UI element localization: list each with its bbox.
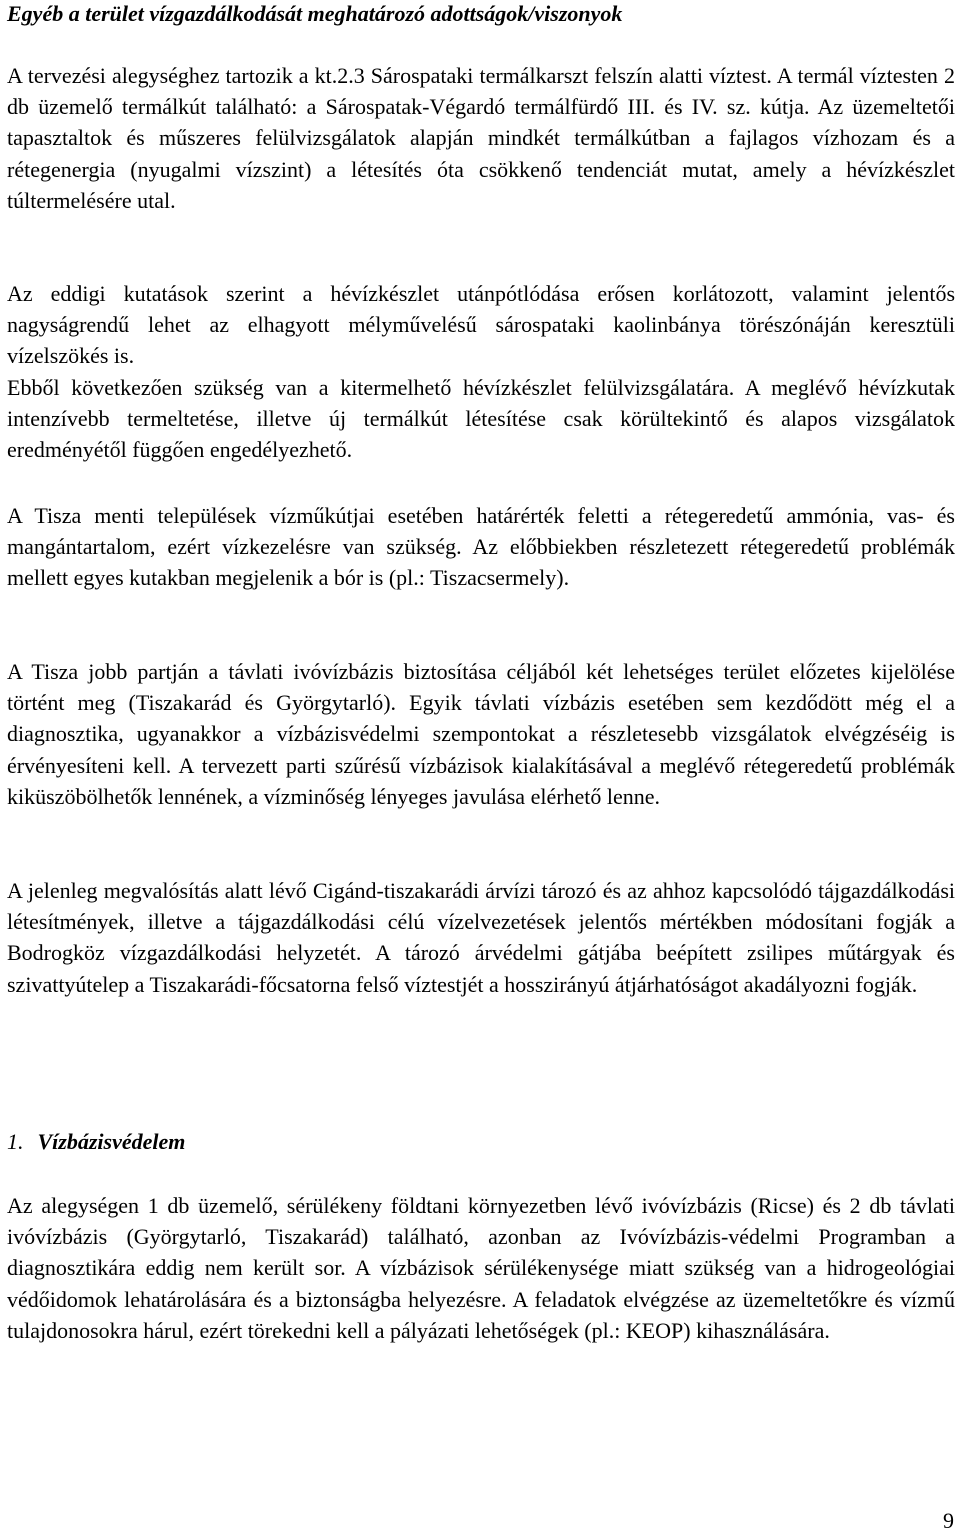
paragraph-tisza-right-bank: A Tisza jobb partján a távlati ivóvízbázis biztosítása céljából két lehetséges terület előzetes kijelölése történt meg (Tiszakarád és Györgytarló). Egyik távlati vízbázis esetében sem kezdődött még el a diagnosztika, ugyanakkor a vízbázisvédelmi szempontokat a részletesebb vizsgálatok elvégzéséig is érvényesíteni kell. A tervezett parti szűrésű vízbázisok kialakításával a meglévő rétegeredetű problémák kiküszöbölhetők lennének, a vízminőség lényeges javulása elérhető lenne. bbox=[7, 659, 955, 809]
paragraph-research: Az eddigi kutatások szerint a hévízkészlet utánpótlódása erősen korlátozott, valamint jelentős nagyságrendű lehet az elhagyott mélyművelésű sárospataki kaolinbánya törészónáján keresztüli vízelszökés is. bbox=[7, 281, 955, 369]
paragraph-water-protection: Az alegységen 1 db üzemelő, sérülékeny földtani környezetben lévő ivóvízbázis (Ricse) és 2 db távlati ivóvízbázis (Györgytarló, Tiszakarád) található, azonban az Ivóvízbázis-védelmi Programban a diagnosztikára eddig nem került sor. A vízbázisok sérülékenysége miatt szükség van a hidrogeológiai védőidomok lehatárolására és a biztonságba helyezésre. A feladatok elvégzése az üzemeltetőkre és vízmű tulajdonosokra hárul, ezért törekedni kell a pályázati lehetőségek (pl.: KEOP) kihasználására. bbox=[7, 1193, 955, 1343]
paragraph-thermal-karst: A tervezési alegységhez tartozik a kt.2.3 Sárospataki termálkarszt felszín alatti víztest. A termál víztesten 2 db üzemelő termálkút található: a Sárospatak-Végardó termálfürdő III. és IV. sz. kútja. Az üzemeltetői tapasztaltok és műszeres felülvizsgálatok alapján mindkét termálkútban a fajlagos vízhozam és a rétegenergia (nyugalmi vízszint) a létesítés óta csökkenő tendenciát mutat, amely a hévízkészlet túltermelésére utal. bbox=[7, 63, 955, 213]
paragraph-consequence: Ebből következően szükség van a kitermelhető hévízkészlet felülvizsgálatára. A meglévő hévízkutak intenzívebb termeltetése, illetve új termálkút létesítése csak körültekintő és alapos vizsgálatok eredményétől függően engedélyezhető. bbox=[7, 375, 955, 463]
paragraph-tisza-waterworks: A Tisza menti települések vízműkútjai esetében határérték feletti a rétegeredetű ammónia, vas- és mangántartalom, ezért vízkezelésre van szükség. Az előbbiekben részletezett rétegeredetű problémák mellett egyes kutakban megjelenik a bór is (pl.: Tiszacsermely). bbox=[7, 503, 955, 591]
section-number: 1. bbox=[7, 1129, 24, 1154]
section-heading bbox=[7, 1128, 185, 1156]
paragraph-cigand-reservoir: A jelenleg megvalósítás alatt lévő Cigánd-tiszakarádi árvízi tározó és az ahhoz kapcsolódó tájgazdálkodási létesítmények, illetve a tájgazdálkodási célú vízelvezetések jelentős mértékben módosítani fogják a Bodrogköz vízgazdálkodási helyzetét. A tározó árvédelmi gátjába beépített zsilipes műtárgyak és szivattyútelep a Tiszakarádi-főcsatorna felső víztestjét a hosszirányú átjárhatóságot akadályozni fogják. bbox=[7, 878, 955, 997]
document-heading: Egyéb a terület vízgazdálkodását meghatározó adottságok/viszonyok bbox=[7, 1, 623, 26]
section-title: Vízbázisvédelem bbox=[37, 1129, 186, 1154]
page-number: 9 bbox=[943, 1508, 954, 1533]
